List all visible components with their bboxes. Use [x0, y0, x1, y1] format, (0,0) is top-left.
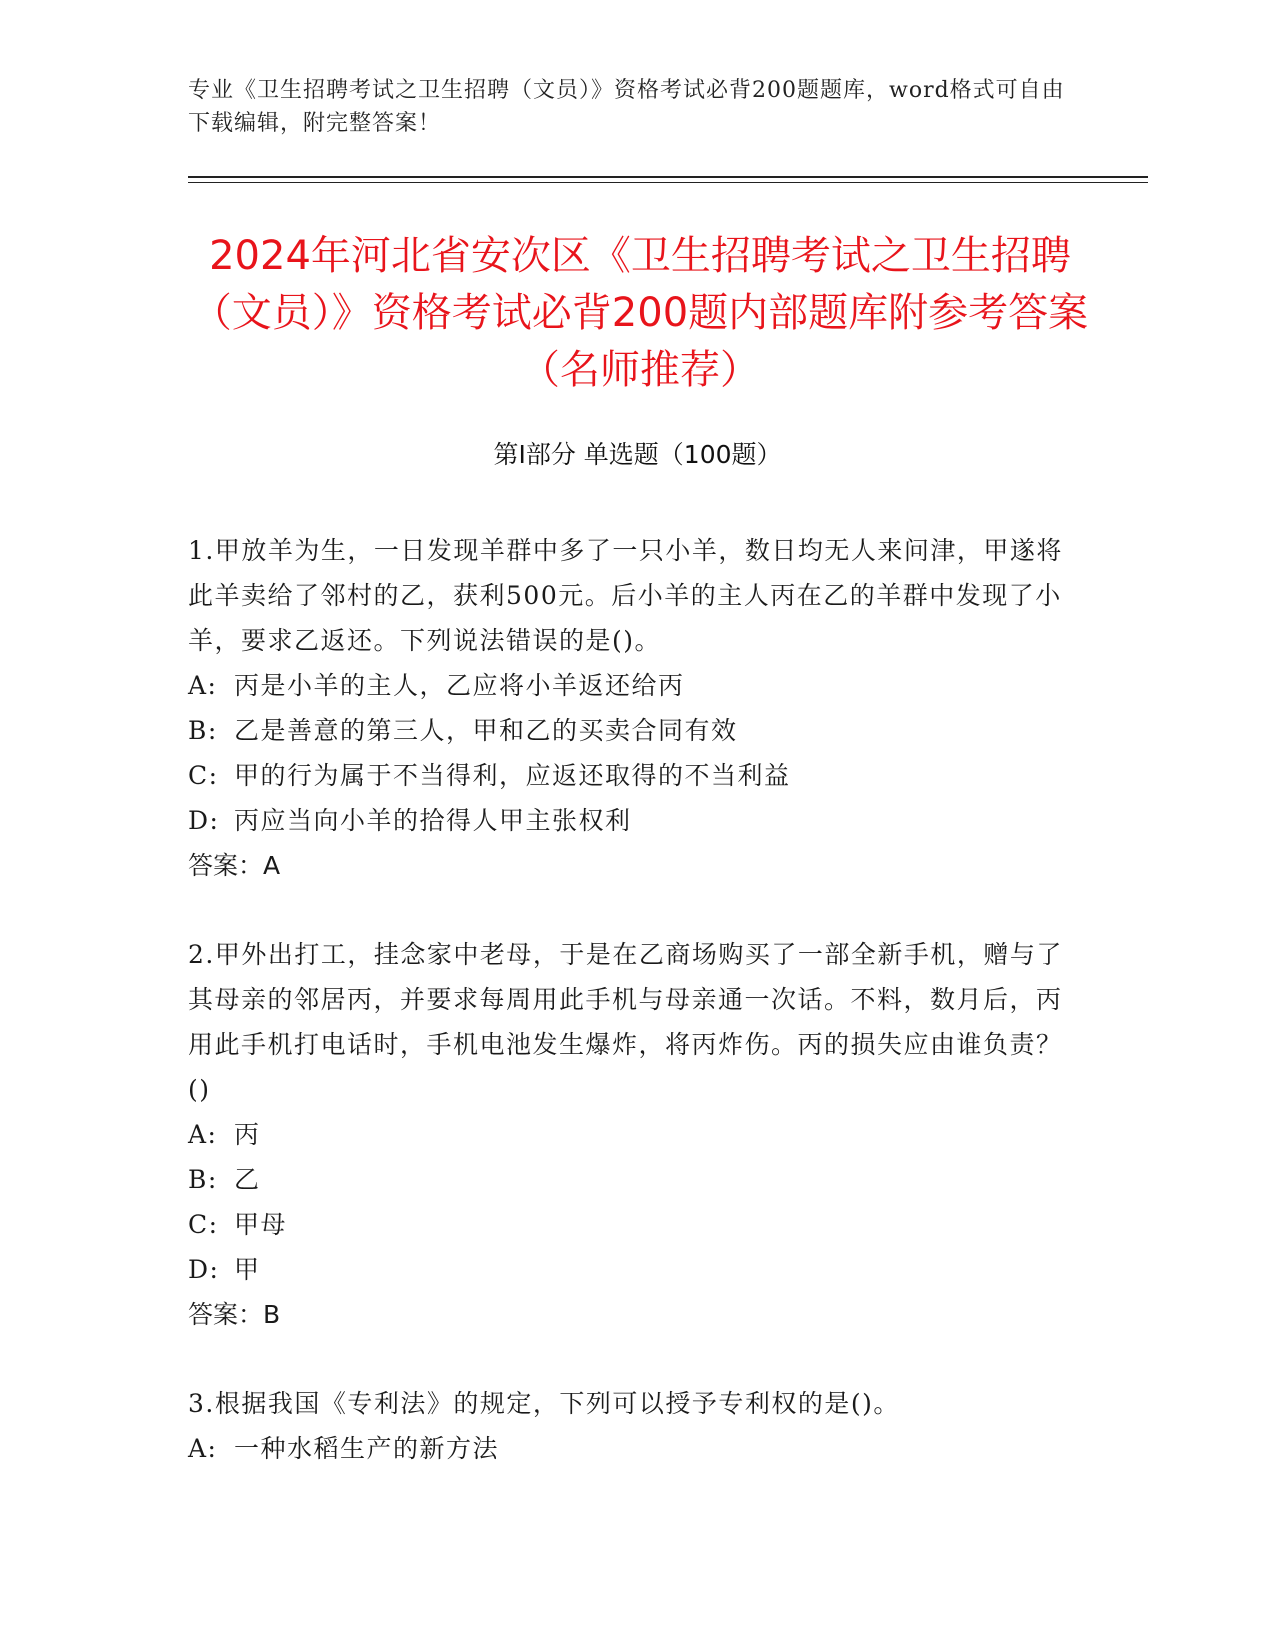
option-letter: C:: [188, 761, 219, 790]
option-d: [188, 1247, 1068, 1292]
header-note: 专业《卫生招聘考试之卫生招聘（文员）》资格考试必背200题题库，word格式可自由下载编辑，附完整答案！: [188, 78, 1065, 136]
option-a: [188, 1426, 1068, 1471]
header-rule-thick: [188, 176, 1148, 178]
option-text: 一种水稻生产的新方法: [234, 1434, 500, 1463]
answer-line: 答案：A: [188, 851, 281, 880]
answer-line: 答案：B: [188, 1300, 281, 1329]
option-c: [188, 1202, 1068, 1247]
question-list: [188, 528, 1068, 1515]
question-stem: 3.根据我国《专利法》的规定，下列可以授予专利权的是()。: [188, 1389, 900, 1418]
option-letter: C:: [188, 1210, 219, 1239]
question-3: [188, 1381, 1068, 1471]
question-2: [188, 932, 1068, 1337]
option-text: 甲: [234, 1255, 261, 1284]
option-letter: A:: [188, 1434, 218, 1463]
document-title: 2024年河北省安次区《卫生招聘考试之卫生招聘（文员）》资格考试必背200题内部题库附参考答案（名师推荐）: [191, 233, 1089, 393]
option-c: [188, 753, 1068, 798]
section-heading: 第I部分 单选题（100题）: [493, 440, 782, 469]
option-d: [188, 798, 1068, 843]
option-letter: A:: [188, 671, 218, 700]
option-letter: A:: [188, 1120, 218, 1149]
option-text: 乙是善意的第三人，甲和乙的买卖合同有效: [234, 716, 738, 745]
option-b: [188, 708, 1068, 753]
option-text: 乙: [234, 1165, 261, 1194]
question-1: [188, 528, 1068, 888]
option-letter: D:: [188, 806, 220, 835]
option-b: [188, 1157, 1068, 1202]
option-text: 甲母: [234, 1210, 288, 1239]
header-rule-thin: [188, 182, 1148, 183]
option-letter: B:: [188, 1165, 218, 1194]
option-text: 丙: [234, 1120, 261, 1149]
option-a: [188, 1112, 1068, 1157]
option-a: [188, 663, 1068, 708]
option-text: 丙是小羊的主人，乙应将小羊返还给丙: [234, 671, 685, 700]
question-stem: 2.甲外出打工，挂念家中老母，于是在乙商场购买了一部全新手机，赠与了其母亲的邻居丙，并要求每周用此手机与母亲通一次话。不料，数月后，丙用此手机打电话时，手机电池发生爆炸，将丙炸伤。丙的损失应由谁负责？(): [188, 940, 1063, 1104]
option-text: 丙应当向小羊的拾得人甲主张权利: [234, 806, 632, 835]
question-stem: 1.甲放羊为生，一日发现羊群中多了一只小羊，数日均无人来问津，甲遂将此羊卖给了邻村的乙，获利500元。后小羊的主人丙在乙的羊群中发现了小羊，要求乙返还。下列说法错误的是()。: [188, 536, 1063, 655]
option-text: 甲的行为属于不当得利，应返还取得的不当利益: [234, 761, 791, 790]
option-letter: B:: [188, 716, 218, 745]
option-letter: D:: [188, 1255, 220, 1284]
